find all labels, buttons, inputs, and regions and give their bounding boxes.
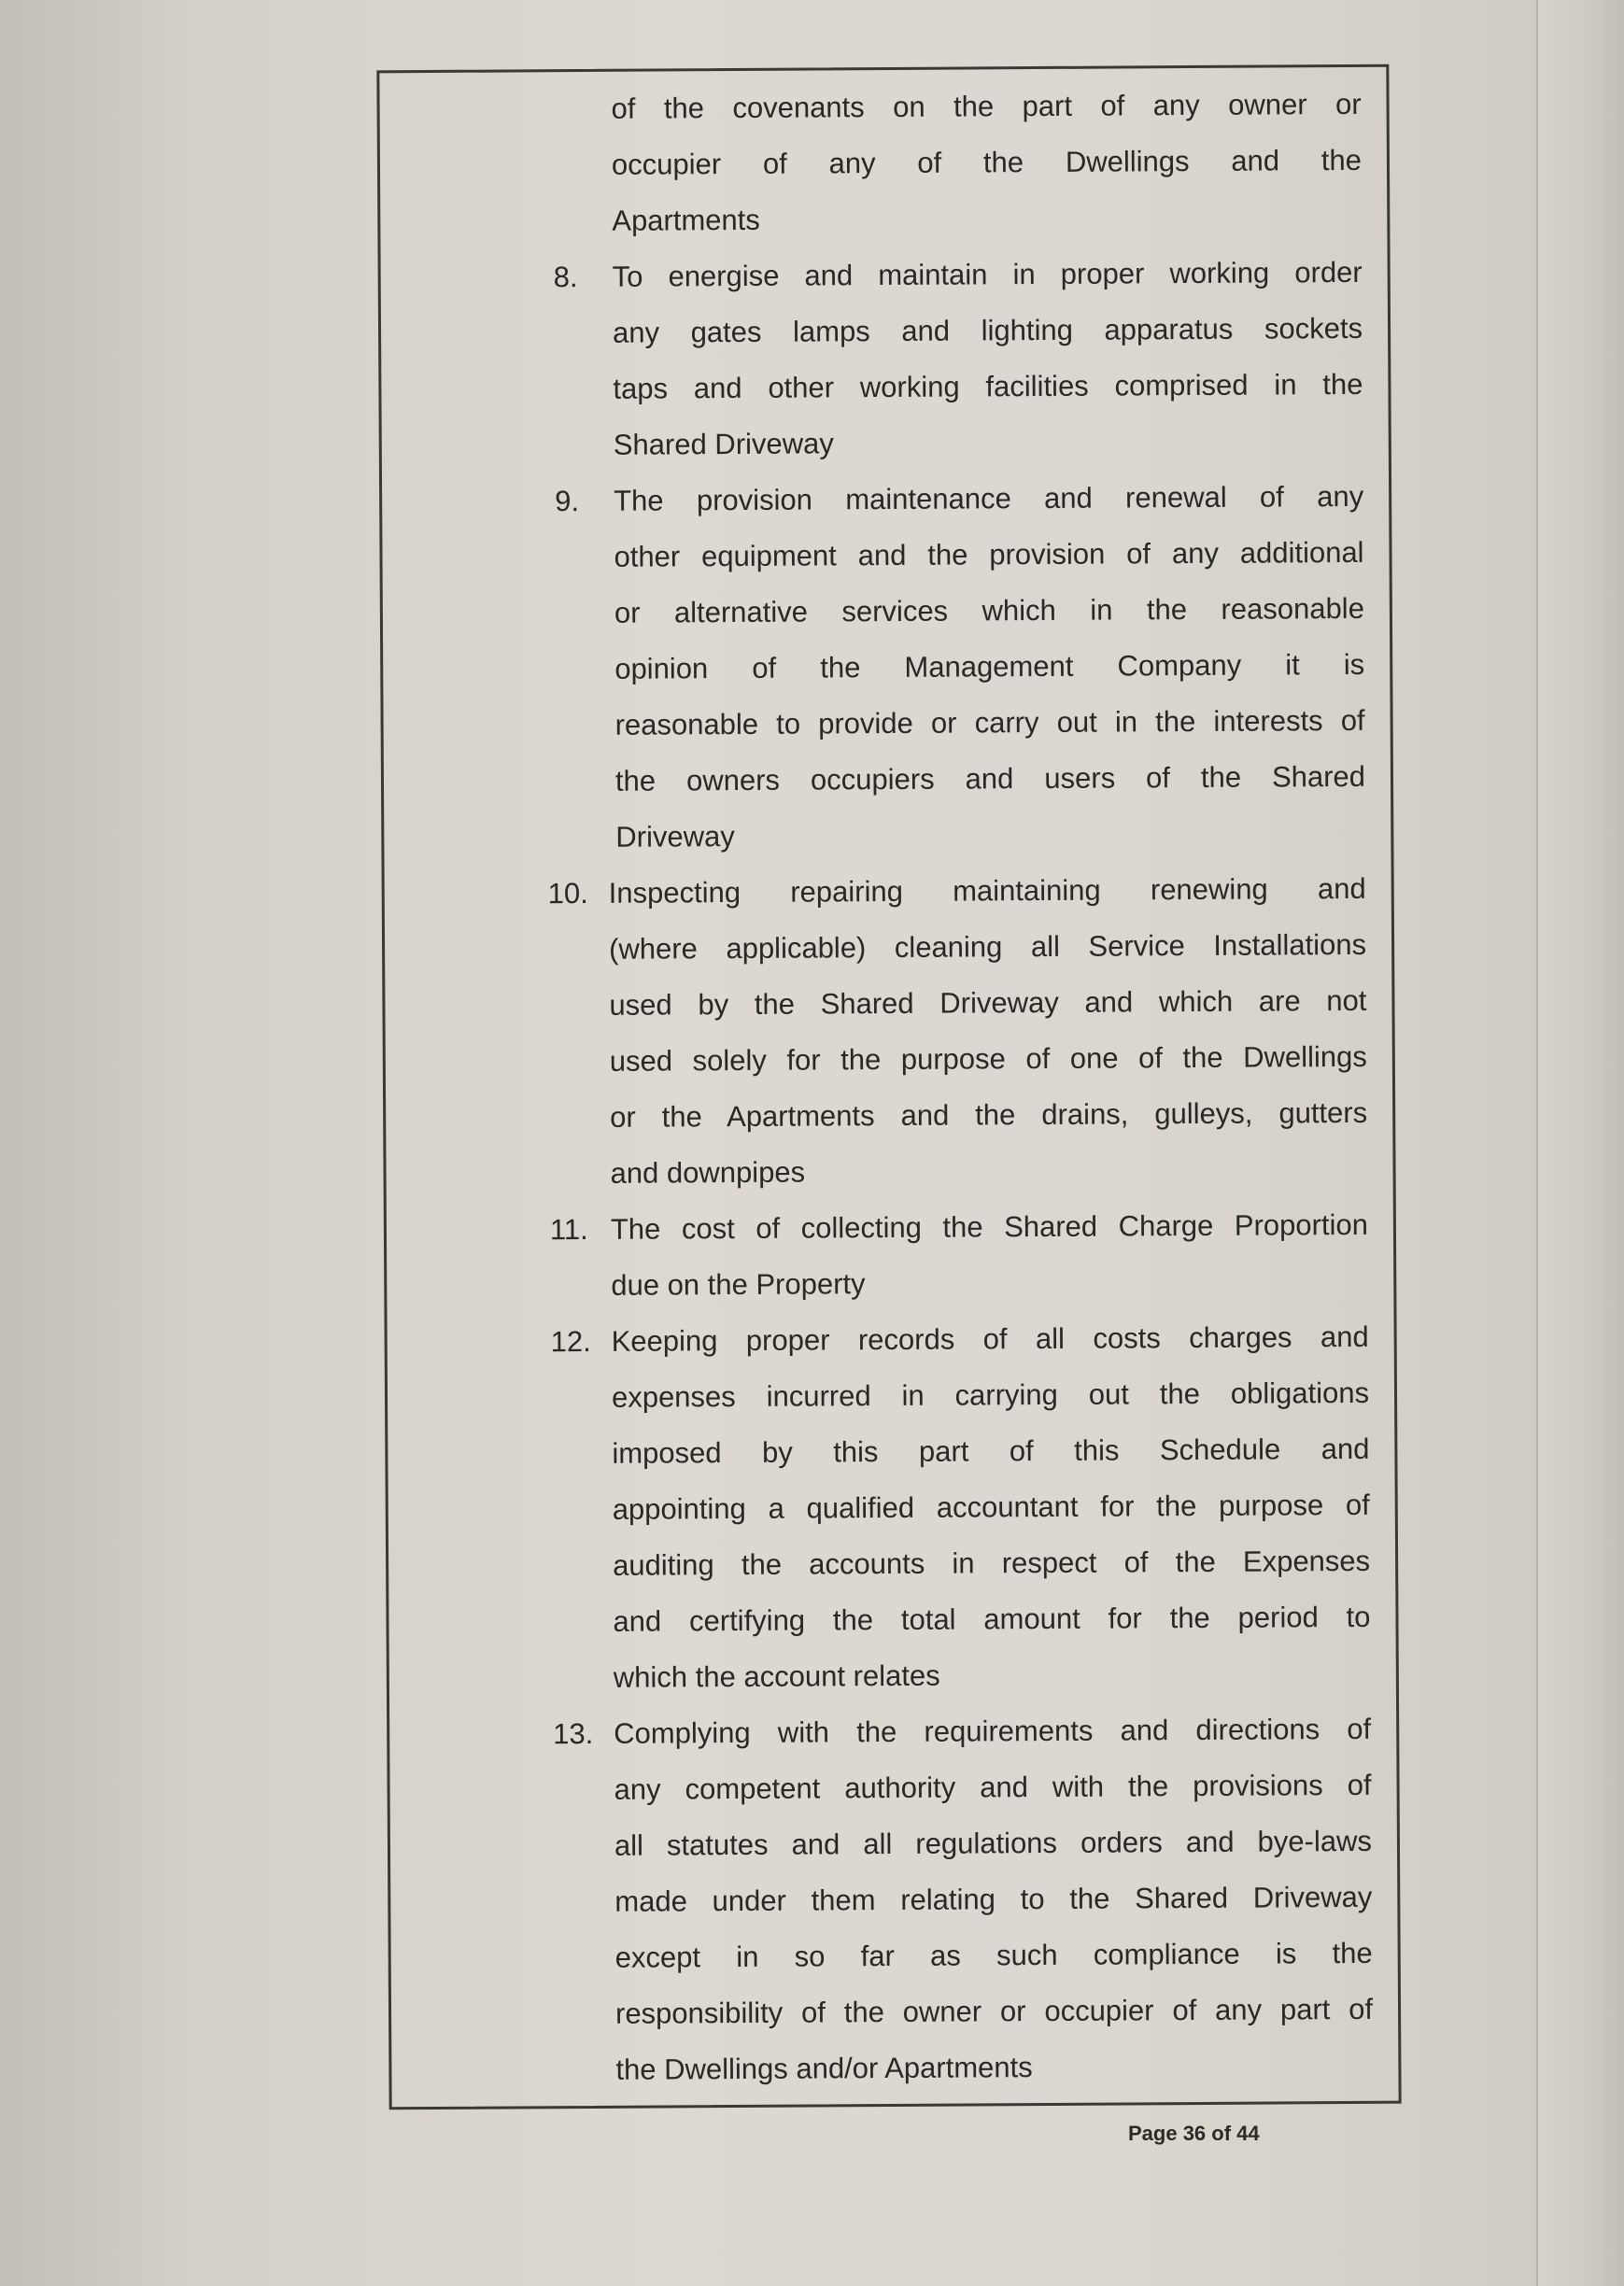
item-number: 13.	[553, 1716, 594, 1751]
item-line: Complying with the requirements and directions of	[614, 1712, 1372, 1750]
item-number: 8.	[553, 261, 578, 294]
item-line: appointing a qualified accountant for the purpose of	[612, 1488, 1370, 1526]
item-line: any gates lamps and lighting apparatus sockets	[612, 311, 1363, 349]
item-line: the Dwellings and/or Apartments	[615, 2051, 1033, 2086]
item-number: 12.	[550, 1324, 591, 1359]
next-page-edge	[1536, 0, 1624, 2286]
item-line: taps and other working facilities comprised in the	[613, 367, 1363, 405]
item-line: Keeping proper records of all costs charges and	[611, 1319, 1369, 1358]
item-line: which the account relates	[613, 1658, 940, 1694]
intro-line: of the covenants on the part of any owner or	[611, 87, 1362, 125]
item-line: imposed by this part of this Schedule and	[612, 1432, 1370, 1470]
item-line: the owners occupiers and users of the Shared	[614, 759, 1366, 797]
item-number: 11.	[549, 1212, 588, 1247]
item-line: and downpipes	[610, 1155, 806, 1190]
schedule-content	[379, 67, 1398, 2108]
item-line: expenses incurred in carrying out the obligations	[611, 1376, 1370, 1414]
item-number: 10.	[547, 876, 588, 910]
item-line: auditing the accounts in respect of the Expenses	[613, 1544, 1371, 1582]
item-line: Shared Driveway	[613, 427, 834, 461]
item-line: due on the Property	[611, 1267, 866, 1302]
item-line: (where applicable) cleaning all Service Installations	[608, 927, 1367, 966]
item-line: The cost of collecting the Shared Charge Proportion	[610, 1207, 1369, 1246]
item-line: used by the Shared Driveway and which are not	[609, 983, 1367, 1022]
page-number: Page 36 of 44	[1128, 2122, 1260, 2145]
item-line: and certifying the total amount for the period to	[613, 1600, 1371, 1638]
item-line: or the Apartments and the drains, gulleys, gutters	[610, 1095, 1368, 1134]
item-line: Inspecting repairing maintaining renewing and	[608, 871, 1366, 910]
item-number: 9.	[555, 485, 580, 518]
item-line: The provision maintenance and renewal of any	[614, 479, 1364, 517]
intro-line: Apartments	[612, 203, 760, 237]
item-line: or alternative services which in the reasonable	[614, 591, 1364, 629]
intro-line: occupier of any of the Dwellings and the	[611, 143, 1363, 181]
item-line: used solely for the purpose of one of the Dwellings	[609, 1039, 1367, 1078]
item-line: To energise and maintain in proper working order	[612, 255, 1363, 293]
item-line: other equipment and the provision of any additional	[614, 535, 1364, 573]
item-line: reasonable to provide or carry out in the interests of	[614, 703, 1365, 741]
item-line: Driveway	[615, 820, 735, 854]
item-line: opinion of the Management Company it is	[614, 647, 1365, 685]
item-line: made under them relating to the Shared Driveway	[614, 1880, 1373, 1918]
item-line: all statutes and all regulations orders and bye-laws	[614, 1824, 1373, 1862]
item-line: responsibility of the owner or occupier of any part of	[614, 1992, 1374, 2030]
schedule-text-box	[376, 64, 1401, 2110]
item-line: except in so far as such compliance is the	[614, 1936, 1373, 1974]
item-line: any competent authority and with the provisions of	[614, 1768, 1372, 1806]
